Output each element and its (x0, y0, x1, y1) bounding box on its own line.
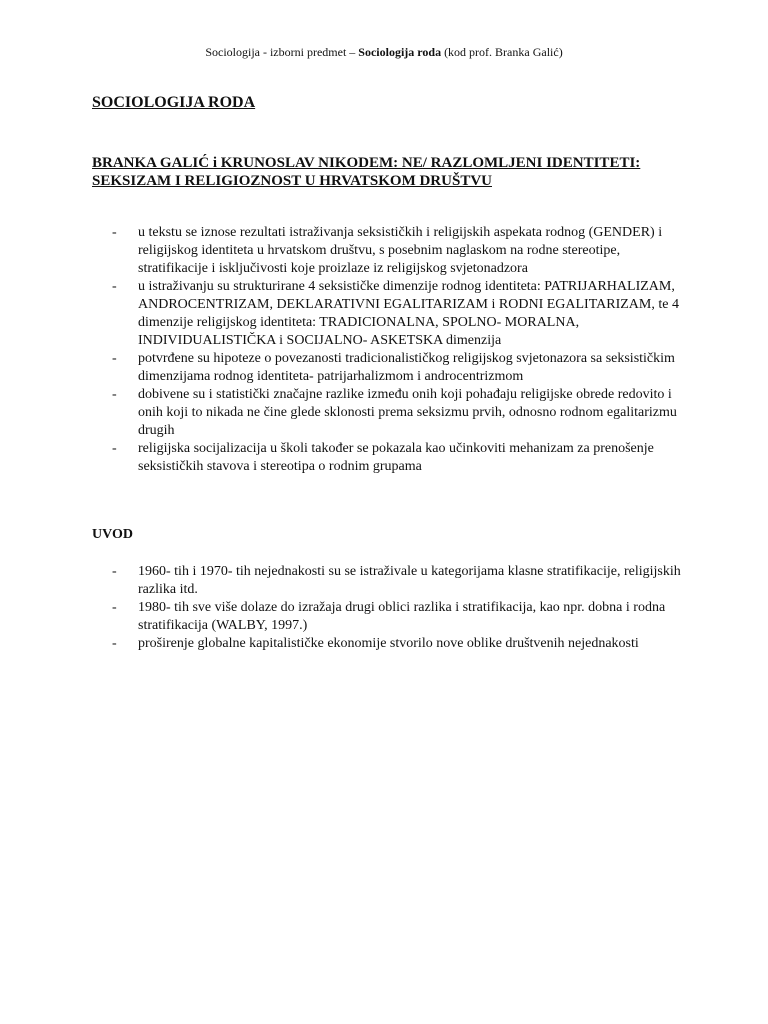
bullet-dash: - (112, 441, 117, 456)
bullet-dash: - (112, 279, 117, 294)
summary-item-text: u tekstu se iznose rezultati istraživanja seksističkih i religijskih aspekata rodnog (GENDER) i religijskog identiteta u hrvatskom društvu, s posebnim naglaskom na rodne stereotipe, stratifikacije i isključivosti koje proizlaze iz religijskog svjetonadzora (138, 225, 663, 276)
summary-list (112, 224, 692, 476)
article-heading: BRANKA GALIĆ i KRUNOSLAV NIKODEM: NE/ RAZLOMLJENI IDENTITETI: SEKSIZAM I RELIGIOZNOST U HRVATSKOM DRUŠTVU (92, 155, 641, 189)
summary-item (112, 224, 692, 278)
bullet-dash: - (112, 351, 117, 366)
document-title: SOCIOLOGIJA RODA (92, 94, 256, 111)
uvod-item (112, 563, 692, 599)
uvod-item-text: proširenje globalne kapitalističke ekonomije stvorilo nove oblike društvenih nejednakosti (138, 636, 639, 651)
bullet-dash: - (112, 636, 117, 651)
summary-item-text: religijska socijalizacija u školi također se pokazala kao učinkoviti mehanizam za prenošenje seksističkih stavova i stereotipa o rodnim grupama (138, 441, 654, 474)
uvod-list (112, 563, 692, 653)
bullet-dash: - (112, 600, 117, 615)
bullet-dash: - (112, 564, 117, 579)
summary-item-text: potvrđene su hipoteze o povezanosti tradicionalističkog religijskog svjetonazora sa seksističkim dimenzijama rodnog identiteta- patrijarhalizmom i androcentrizmom (138, 351, 675, 384)
header-prefix: Sociologija - izborni predmet – (205, 45, 359, 59)
uvod-item-text: 1960- tih i 1970- tih nejednakosti su se istraživale u kategorijama klasne stratifikacije, religijskih razlika itd. (138, 564, 681, 597)
summary-item (112, 278, 692, 350)
header-suffix: (kod prof. Branka Galić) (441, 45, 563, 59)
summary-item-text: u istraživanju su strukturirane 4 seksističke dimenzije rodnog identiteta: PATRIJARHALIZAM, ANDROCENTRIZAM, DEKLARATIVNI EGALITARIZAM i RODNI EGALITARIZAM, te 4 dimenzije religijskog identiteta: TRADICIONALNA, SPOLNO- MORALNA, INDIVIDUALISTIČKA i SOCIJALNO- ASKETSKA dimenzija (138, 279, 679, 348)
bullet-dash: - (112, 387, 117, 402)
summary-item (112, 440, 692, 476)
summary-item (112, 386, 692, 440)
running-header (0, 44, 768, 60)
header-course: Sociologija roda (358, 45, 442, 59)
summary-item-text: dobivene su i statistički značajne razlike između onih koji pohađaju religijske obrede redovito i onih koji to nikada ne čine glede sklonosti prema seksizmu prvih, odnosno rodnom egalitarizmu drugih (138, 387, 677, 438)
uvod-item-text: 1980- tih sve više dolaze do izražaja drugi oblici razlika i stratifikacija, kao npr. dobna i rodna stratifikacija (WALBY, 1997.) (138, 600, 666, 633)
bullet-dash: - (112, 225, 117, 240)
section-heading-uvod: UVOD (92, 527, 133, 542)
uvod-item (112, 599, 692, 635)
uvod-item (112, 635, 692, 653)
summary-item (112, 350, 692, 386)
